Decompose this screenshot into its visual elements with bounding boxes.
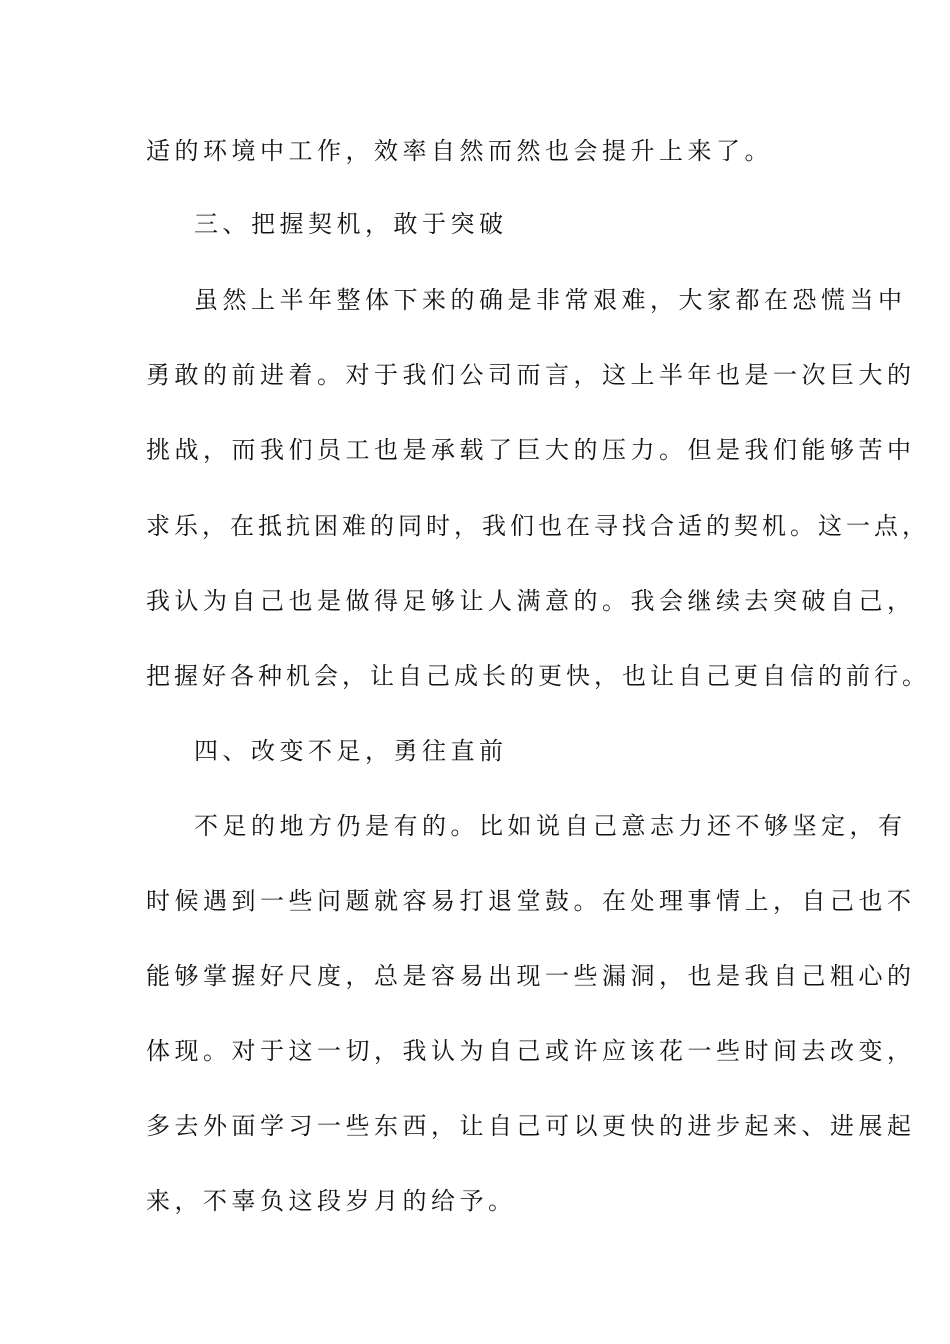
section-heading-4: 四、改变不足，勇往直前 [194, 737, 508, 765]
text-line-15: 来，不辜负这段岁月的给予。 [146, 1187, 517, 1215]
text-line-11: 时候遇到一些问题就容易打退堂鼓。在处理事情上，自己也不 [146, 887, 916, 915]
text-line-6: 求乐，在抵抗困难的同时，我们也在寻找合适的契机。这一点， [146, 512, 930, 540]
section-heading-3: 三、把握契机，敢于突破 [194, 210, 508, 238]
text-line-12: 能够掌握好尺度，总是容易出现一些漏洞，也是我自己粗心的 [146, 962, 916, 990]
text-line-4: 勇敢的前进着。对于我们公司而言，这上半年也是一次巨大的 [146, 361, 916, 389]
text-line-10: 不足的地方仍是有的。比如说自己意志力还不够坚定，有 [194, 812, 907, 840]
text-line-7: 我认为自己也是做得足够让人满意的。我会继续去突破自己， [146, 587, 916, 615]
text-line-14: 多去外面学习一些东西，让自己可以更快的进步起来、进展起 [146, 1112, 916, 1140]
text-line-8: 把握好各种机会，让自己成长的更快，也让自己更自信的前行。 [146, 662, 930, 690]
text-line-3: 虽然上半年整体下来的确是非常艰难，大家都在恐慌当中 [194, 286, 907, 314]
text-line-1: 适的环境中工作，效率自然而然也会提升上来了。 [146, 137, 773, 165]
text-line-5: 挑战，而我们员工也是承载了巨大的压力。但是我们能够苦中 [146, 436, 916, 464]
text-line-13: 体现。对于这一切，我认为自己或许应该花一些时间去改变， [146, 1037, 916, 1065]
